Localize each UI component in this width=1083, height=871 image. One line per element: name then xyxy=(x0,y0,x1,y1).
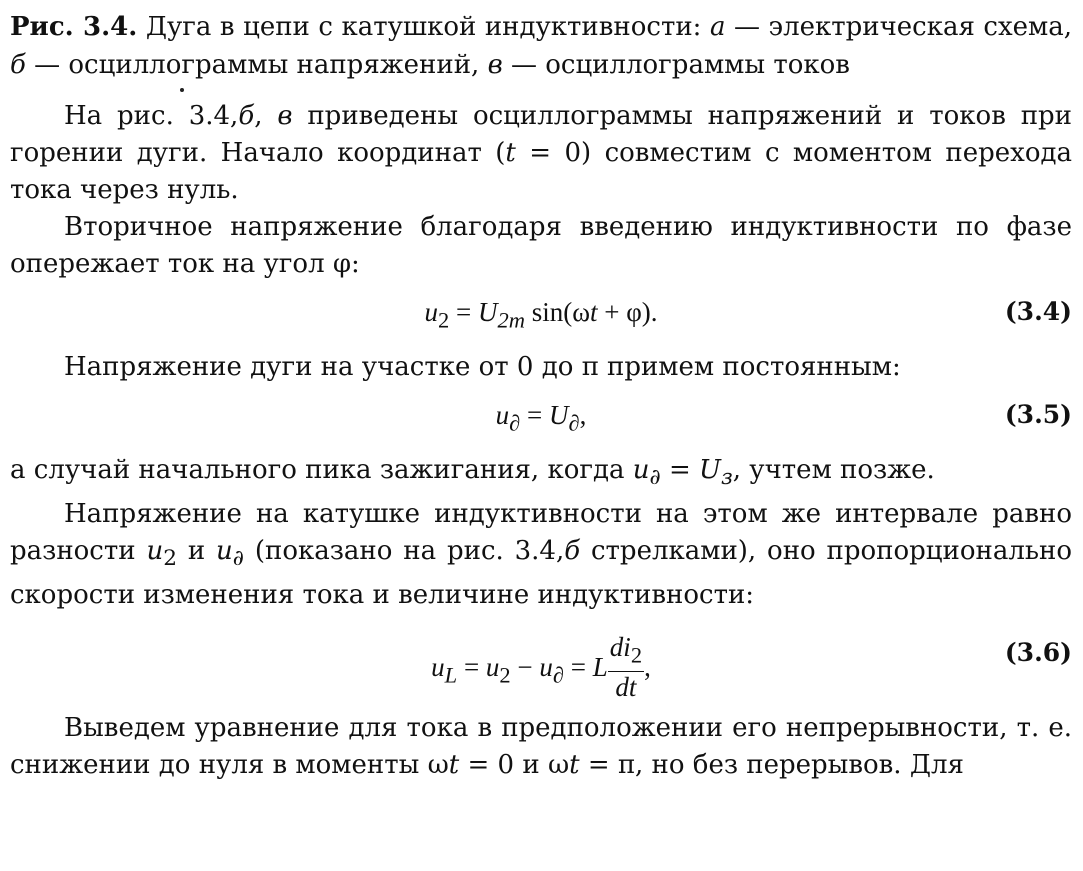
equation-3-4-formula: $u_2 = U_{2m}$ sin(ωt + φ). xyxy=(424,297,658,333)
caption-label: Рис. 3.4. xyxy=(10,12,138,42)
fraction-di2-dt: $\frac{di_2}{dt}$ xyxy=(609,632,643,702)
paragraph-4: а случай начального пика зажигания, когда $u_\partial = U_з$, учтем позже. xyxy=(10,455,935,491)
equation-3-5-number: (3.5) xyxy=(1004,400,1072,429)
paragraph-1: На рис. 3.4,б, в приведены осциллограммы напряжений и токов при горении дуги. Начало координат (t = 0) совместим с моментом перехода тока через нуль. xyxy=(10,101,1072,205)
equation-3-4 xyxy=(10,283,1072,349)
equation-3-6-formula: $u_L = u_2 - u_\partial = L$ $\frac{di_2}{dt}$ , xyxy=(431,632,651,702)
equation-3-4-number: (3.4) xyxy=(1004,297,1072,326)
equation-3-5 xyxy=(10,386,1072,452)
paragraph-2: Вторичное напряжение благодаря введению индуктивности по фазе опережает ток на угол φ: xyxy=(10,212,1072,279)
paragraph-3: Напряжение дуги на участке от 0 до π примем постоянным: xyxy=(64,352,901,382)
equation-3-5-formula: $u_\partial = U_\partial$, xyxy=(495,400,587,436)
figure-caption: Рис. 3.4. Дуга в цепи с катушкой индуктивности: а — электрическая схема, б — осциллограммы напряжений, в — осциллограммы токов xyxy=(10,12,1073,80)
equation-3-6-number: (3.6) xyxy=(1004,638,1072,668)
paragraph-5: Напряжение на катушке индуктивности на этом же интервале равно разности $u_2$ и $u_\partial$ (показано на рис. 3.4,б стрелками), оно пропорционально скорости изменения тока и величине индуктивности: xyxy=(10,499,1072,611)
print-speck xyxy=(180,88,184,92)
paragraph-6: Выведем уравнение для тока в предположении его непрерывности, т. е. снижении до нуля в моменты ωt = 0 и ωt = π, но без перерывов. Для xyxy=(10,713,1072,781)
page-content xyxy=(10,8,1072,784)
equation-3-6 xyxy=(10,614,1072,710)
